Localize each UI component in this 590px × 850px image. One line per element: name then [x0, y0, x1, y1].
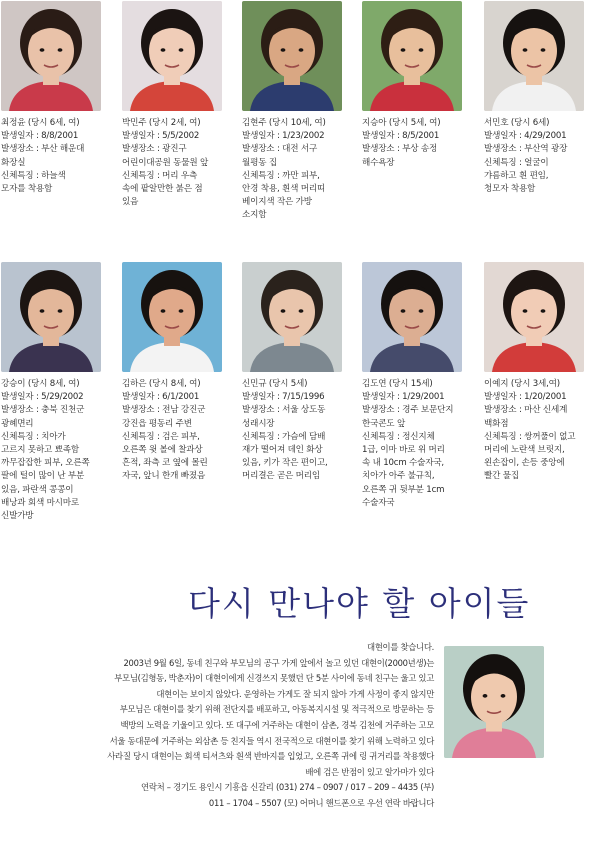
- right-eye: [419, 48, 424, 52]
- missing-date: 발생일자 : 7/15/1996: [242, 392, 325, 403]
- child-photo: [242, 262, 342, 372]
- missing-place: 발생장소 : 부상 송정 해수욕장: [362, 144, 438, 168]
- physical-features: 신체특징 : 정신지체 1급, 이마 바로 위 머리 속 내 10cm 수술자국, 치아가 아주 불규칙, 오른쪽 귀 뒷부분 1cm 수술자국: [362, 431, 445, 508]
- child-info: [484, 117, 590, 196]
- child-card: [362, 262, 474, 510]
- child-photo: [484, 262, 584, 372]
- missing-date: 발생일자 : 1/29/2001: [362, 392, 445, 403]
- notice-line: 부모님(김형동, 박춘자)이 대현이에게 신경쓰지 못했던 단 5분 사이에 동네 친구는 울고 있고: [114, 673, 434, 684]
- right-eye: [179, 48, 184, 52]
- missing-place: 발생장소 : 대전 서구 월평동 집: [242, 144, 318, 168]
- physical-features: 신체특징 : 검은 피부, 오른쪽 윗 볼에 찰과상 흔적, 좌측 코 옆에 몰린 자국, 앞니 한개 빠졌음: [122, 431, 208, 482]
- child-name: 강승이 (당시 8세, 여): [1, 379, 80, 389]
- child-name: 신민규 (당시 5세): [242, 379, 308, 389]
- left-eye: [401, 309, 406, 313]
- child-info: [242, 378, 354, 484]
- child-photo: [484, 1, 584, 111]
- notice-line: 대현이는 보이지 않았다. 운영하는 가게도 잘 되지 않아 가게 사정이 좋지 않지만: [156, 688, 434, 699]
- child-info: [484, 378, 590, 484]
- portrait-illustration: [242, 1, 342, 111]
- child-photo: [362, 262, 462, 372]
- physical-features: 신체특징 : 까만 피부, 안경 착용, 흰색 머리띠 베이지색 작은 가방 소지함: [242, 170, 326, 221]
- notice-line: 서울 동대문에 거주하는 외삼촌 등 친지들 역시 전국적으로 대현이를 찾기 위해 노력하고 있다: [109, 735, 434, 746]
- missing-date: 발생일자 : 1/23/2002: [242, 131, 325, 142]
- notice-line: 대현이를 찾습니다.: [366, 642, 434, 652]
- missing-place: 발생장소 : 충북 진천군 광혜면리: [1, 405, 85, 429]
- child-card: [484, 262, 590, 484]
- featured-child-photo: [444, 646, 544, 758]
- portrait-illustration: [362, 1, 462, 111]
- child-info: [1, 117, 113, 196]
- right-eye: [541, 309, 546, 313]
- child-info: [362, 378, 474, 510]
- right-eye: [299, 48, 304, 52]
- missing-date: 발생일자 : 1/20/2001: [484, 392, 567, 403]
- right-eye: [299, 309, 304, 313]
- left-eye: [483, 694, 488, 698]
- child-card: [242, 1, 354, 223]
- missing-place: 발생장소 : 부산역 광장: [484, 144, 568, 155]
- physical-features: 신체특징 : 가슴에 담배 재가 떨어져 데인 화상 있음, 키가 작은 편이고, 머리결은 곧은 머리임: [242, 431, 328, 482]
- left-eye: [401, 48, 406, 52]
- right-eye: [58, 309, 63, 313]
- missing-date: 발생일자 : 6/1/2001: [122, 392, 200, 403]
- child-card: [362, 1, 474, 170]
- portrait-illustration: [484, 262, 584, 372]
- notice-line: 배에 검은 반점이 있고 알가마가 있다: [305, 766, 434, 777]
- portrait-illustration: [122, 1, 222, 111]
- left-eye: [161, 309, 166, 313]
- child-card: [1, 262, 113, 523]
- child-photo: [122, 1, 222, 111]
- right-eye: [501, 694, 506, 698]
- physical-features: 신체특징 : 쌍꺼풀이 없고 머리에 노란색 브릿지, 왼손잡이, 손등 중앙에 빨간 물집: [484, 431, 576, 482]
- missing-notice: [36, 640, 434, 812]
- child-card: [122, 262, 234, 484]
- child-photo: [362, 1, 462, 111]
- child-info: [122, 117, 234, 209]
- missing-place: 발생장소 : 경주 보문단지 한국콘도 앞: [362, 405, 454, 429]
- notice-contact: 011 – 1704 – 5507 (모) 어머니 핸드폰으로 우선 연락 바랍니다: [208, 797, 434, 808]
- missing-place: 발생장소 : 부산 해운대 화장실: [1, 144, 85, 168]
- right-eye: [58, 48, 63, 52]
- left-eye: [523, 309, 528, 313]
- notice-line: 2003년 9월 6일, 동네 친구와 부모님의 공구 가게 앞에서 놀고 있던 대현이(2000년생)는: [123, 657, 434, 668]
- physical-features: 신체특징 : 머리 우측 속에 팥알만한 붉은 점 있음: [122, 170, 203, 208]
- portrait-illustration: [484, 1, 584, 111]
- child-photo: [242, 1, 342, 111]
- child-name: 김현주 (당시 10세, 여): [242, 118, 326, 128]
- child-name: 박민주 (당시 2세, 여): [122, 118, 201, 128]
- portrait-illustration: [362, 262, 462, 372]
- left-eye: [40, 309, 45, 313]
- child-name: 김도연 (당시 15세): [362, 379, 433, 389]
- child-photo: [1, 1, 101, 111]
- page-title: 다시 만나야 할 아이들: [188, 584, 531, 623]
- child-card: [242, 262, 354, 484]
- physical-features: 신체특징 : 얼굴이 갸름하고 흰 편임, 청모자 착용함: [484, 157, 549, 195]
- portrait-illustration: [242, 262, 342, 372]
- missing-place: 발생장소 : 전남 강진군 강진읍 평동리 주변: [122, 405, 206, 429]
- child-card: [1, 1, 113, 196]
- missing-place: 발생장소 : 마산 신세계 백화점: [484, 405, 568, 429]
- portrait-illustration: [1, 262, 101, 372]
- missing-place: 발생장소 : 서울 상도동 성래시장: [242, 405, 326, 429]
- missing-date: 발생일자 : 5/29/2002: [1, 392, 84, 403]
- child-name: 서민호 (당시 6세): [484, 118, 550, 128]
- child-photo: [1, 262, 101, 372]
- missing-date: 발생일자 : 8/8/2001: [1, 131, 79, 142]
- left-eye: [523, 48, 528, 52]
- missing-date: 발생일자 : 4/29/2001: [484, 131, 567, 142]
- child-name: 이예지 (당시 3세,여): [484, 379, 560, 389]
- missing-place: 발생장소 : 광진구 어린이대공원 동물원 앞: [122, 144, 209, 168]
- left-eye: [40, 48, 45, 52]
- physical-features: 신체특징 : 하늘색 모자를 착용함: [1, 170, 66, 195]
- right-eye: [541, 48, 546, 52]
- notice-contact: 연락처 – 경기도 용인시 기흥읍 신갈리 (031) 274 – 0907 / 017 – 209 – 4435 (부): [141, 782, 434, 793]
- child-info: [242, 117, 354, 223]
- missing-date: 발생일자 : 5/5/2002: [122, 131, 200, 142]
- notice-line: 백방의 노력을 기울이고 있다. 또 대구에 거주하는 대현이 삼촌, 경북 김천에 거주하는 고모: [120, 719, 434, 730]
- physical-features: 신체특징 : 치아가 고르지 못하고 뾰족함 까무잡잡한 피부, 오른쪽 팔에 털이 많이 난 부분 있음, 파란색 콩콩이 배낭과 회색 마시마로 신발가방: [1, 431, 90, 522]
- notice-line: 부모님은 대현이를 찾기 위해 전단지를 배포하고, 아동복지시설 및 적극적으로 방문하는 등: [119, 704, 434, 715]
- child-card: [484, 1, 590, 196]
- child-photo: [122, 262, 222, 372]
- right-eye: [419, 309, 424, 313]
- notice-line: 사라질 당시 대현이는 회색 티셔츠와 흰색 반바지를 입었고, 오른쪽 귀에 링 귀거리를 착용했다: [107, 751, 434, 762]
- child-name: 김하은 (당시 8세, 여): [122, 379, 201, 389]
- child-info: [122, 378, 234, 484]
- child-info: [1, 378, 113, 523]
- child-name: 지승아 (당시 5세, 여): [362, 118, 441, 128]
- right-eye: [179, 309, 184, 313]
- portrait-illustration: [122, 262, 222, 372]
- child-card: [122, 1, 234, 209]
- left-eye: [281, 48, 286, 52]
- left-eye: [281, 309, 286, 313]
- missing-date: 발생일자 : 8/5/2001: [362, 131, 440, 142]
- left-eye: [161, 48, 166, 52]
- child-info: [362, 117, 474, 170]
- portrait-illustration: [1, 1, 101, 111]
- portrait-illustration: [444, 646, 544, 758]
- child-name: 최정윤 (당시 6세, 여): [1, 118, 80, 128]
